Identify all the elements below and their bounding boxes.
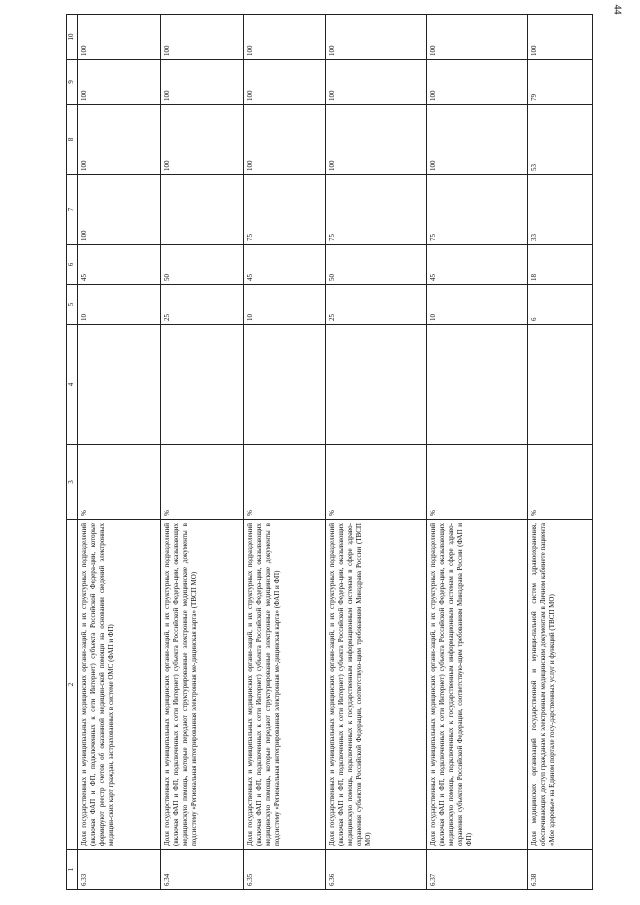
row-id: 6.37 (427, 850, 528, 890)
row-cell: 100 (160, 15, 243, 60)
row-cell: 25 (326, 285, 427, 325)
row-cell (326, 325, 427, 445)
row-description: Доля государственных и муниципальных медицинских органи-заций, и их структурных подразделений (включая ФАП и ФП, подключенных к сети Интернет) субъекта Российской Федера-ции, оказывающих медицинскую помощь, которые передают структурированные электронные медицинские документы в подсистему «Региональная интегрированная электронная ме-дицинская карта» (ТВСП МО) (160, 520, 243, 850)
row-unit: % (78, 445, 161, 520)
row-cell: 50 (326, 245, 427, 285)
row-cell (160, 175, 243, 245)
row-description: Доля государственных и муниципальных медицинских органи-заций, и их структурных подразделений (включая ФАП и ФП, подключенных к сети Интернет) субъекта Российской Федера-ции, оказывающих медицинскую помощь, которые передают структурированные электронные медицинские документы в подсистему «Региональная интегрированная электронная ме-дицинская карта» (ФАП и ФП) (243, 520, 326, 850)
row-unit: % (160, 445, 243, 520)
column-header: 6 (67, 245, 78, 285)
row-cell: 100 (427, 15, 528, 60)
row-cell (427, 325, 528, 445)
row-cell: 100 (528, 15, 593, 60)
row-cell: 100 (326, 60, 427, 105)
row-cell: 10 (78, 285, 161, 325)
row-cell (243, 325, 326, 445)
row-cell: 100 (160, 60, 243, 105)
row-cell: 100 (243, 60, 326, 105)
row-unit: % (326, 445, 427, 520)
column-header: 3 (67, 445, 78, 520)
row-cell: 100 (78, 105, 161, 175)
row-cell: 10 (243, 285, 326, 325)
table-row (326, 15, 427, 890)
row-unit: % (528, 445, 593, 520)
row-id: 6.38 (528, 850, 593, 890)
column-header: 7 (67, 175, 78, 245)
table-row (160, 15, 243, 890)
row-cell: 100 (326, 15, 427, 60)
header-row (67, 15, 78, 890)
column-header: 1 (67, 850, 78, 890)
table-row (243, 15, 326, 890)
row-cell: 53 (528, 105, 593, 175)
row-cell: 25 (160, 285, 243, 325)
row-cell: 18 (528, 245, 593, 285)
row-cell: 100 (160, 105, 243, 175)
row-description: Доля государственных и муниципальных медицинских органи-заций, и их структурных подразделений (включая ФАП и ФП, подключенных к сети Интернет) субъекта Российской Федера-ции, которые формируют реестр счетов об оказанной медицин-ской помощи на основании сведений электронных медицин-ских карт граждан, застрахованных в системе ОМС (ФАП и ФП) (78, 520, 161, 850)
column-header: 4 (67, 325, 78, 445)
row-cell: 100 (326, 105, 427, 175)
column-header: 2 (67, 520, 78, 850)
table-row (427, 15, 528, 890)
row-unit: % (243, 445, 326, 520)
row-cell: 33 (528, 175, 593, 245)
row-id: 6.36 (326, 850, 427, 890)
row-description: Доля медицинских организаций государственной и муници-пальной систем здравоохранения, обеспечивающих доступ гражданам к электронным медицинским документам в Личном кабинете пациента «Мое здоровье» на Едином портале госу-дарственных услуг и функций (ТВСП МО) (528, 520, 593, 850)
row-cell: 45 (243, 245, 326, 285)
row-cell: 100 (78, 175, 161, 245)
row-cell: 100 (78, 60, 161, 105)
row-id: 6.34 (160, 850, 243, 890)
row-cell: 75 (427, 175, 528, 245)
row-id: 6.33 (78, 850, 161, 890)
row-description: Доля государственных и муниципальных медицинских органи-заций, и их структурных подразделений (включая ФАП и ФП, подключенных к сети Интернет) субъекта Российской Федера-ции, оказывающих медицинскую помощь, подключенных к государственным информационным системам в сфере здраво-охранения субъектов Российской Федерации, соответствую-щим требованиям Минздрава России (ТВСП МО) (326, 520, 427, 850)
row-cell (528, 325, 593, 445)
column-header: 8 (67, 105, 78, 175)
row-cell: 45 (78, 245, 161, 285)
row-cell: 50 (160, 245, 243, 285)
rotated-table-wrapper (66, 15, 593, 890)
row-cell: 100 (427, 60, 528, 105)
row-cell: 10 (427, 285, 528, 325)
row-cell: 75 (326, 175, 427, 245)
column-header: 10 (67, 15, 78, 60)
column-header: 5 (67, 285, 78, 325)
row-cell: 100 (243, 15, 326, 60)
row-unit: % (427, 445, 528, 520)
row-cell: 79 (528, 60, 593, 105)
page-number: 44 (611, 4, 623, 15)
row-cell (160, 325, 243, 445)
column-header: 9 (67, 60, 78, 105)
row-cell: 75 (243, 175, 326, 245)
indicators-table (66, 14, 593, 890)
row-cell: 100 (243, 105, 326, 175)
row-cell: 45 (427, 245, 528, 285)
table-row (528, 15, 593, 890)
row-cell (78, 325, 161, 445)
row-id: 6.35 (243, 850, 326, 890)
row-cell: 100 (427, 105, 528, 175)
row-cell: 6 (528, 285, 593, 325)
row-description: Доля государственных и муниципальных медицинских органи-заций, и их структурных подразделений (включая ФАП и ФП, подключенных к сети Интернет) субъекта Российской Федера-ции, оказывающих медицинскую помощь, подключенных к государственным информационным системам в сфере здраво-охранения субъектов Российской Федерации, соответствую-щим требованиям Минздрава России (ФАП и ФП) (427, 520, 528, 850)
table-row (78, 15, 161, 890)
row-cell: 100 (78, 15, 161, 60)
